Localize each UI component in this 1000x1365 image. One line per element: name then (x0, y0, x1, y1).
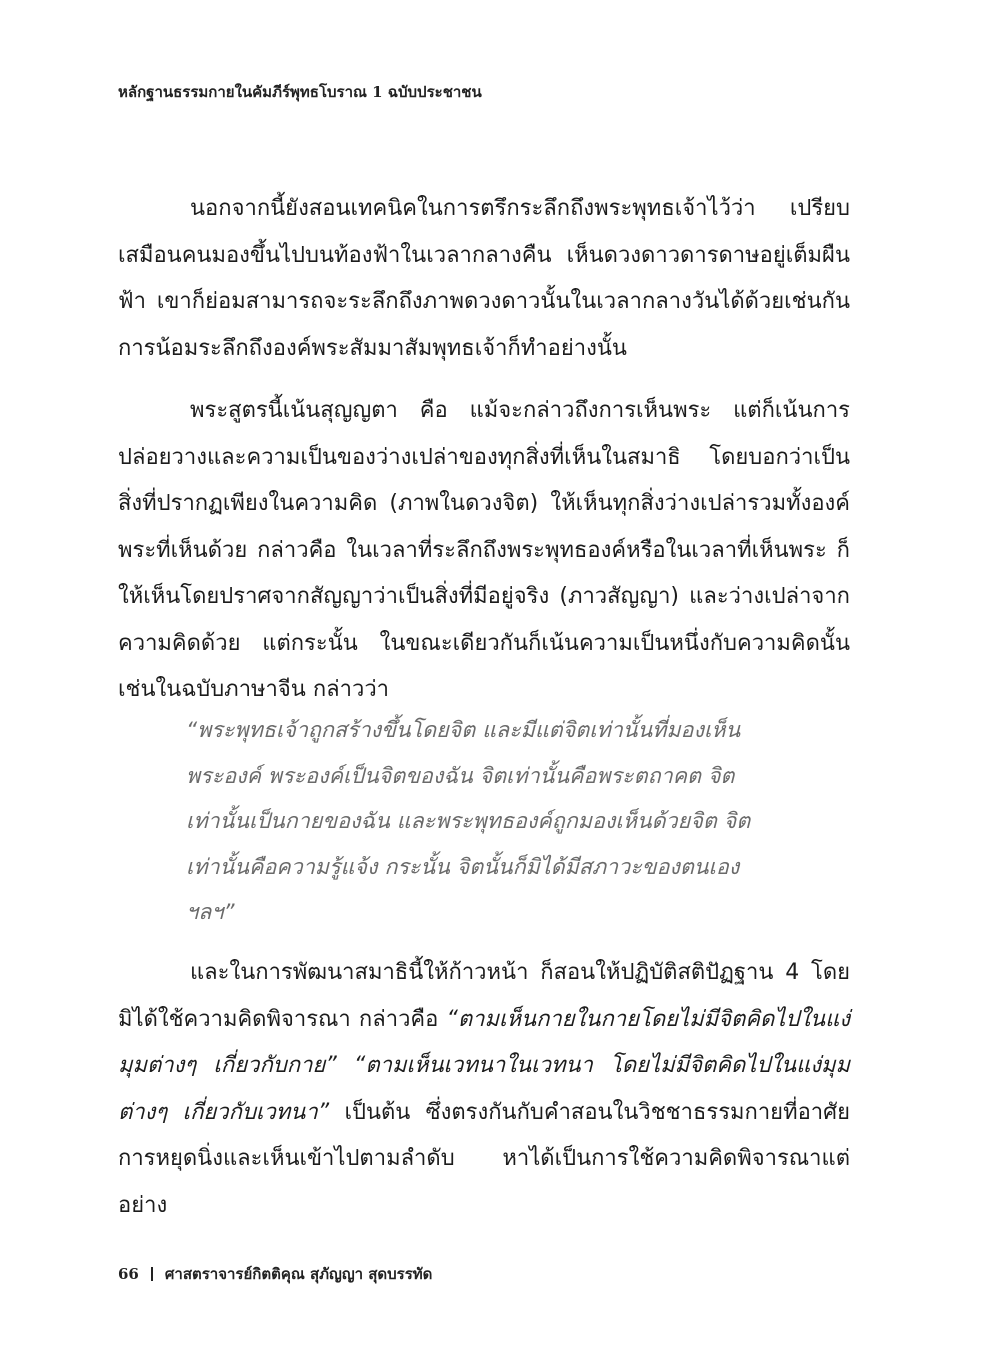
page-number: 66 (118, 1265, 139, 1283)
block-quote: “พระพุทธเจ้าถูกสร้างขึ้นโดยจิต และมีแต่จิตเท่านั้นที่มองเห็นพระองค์ พระองค์เป็นจิตของฉัน จิตเท่านั้นคือพระตถาคต จิตเท่านั้นเป็นกายของฉัน และพระพุทธองค์ถูกมองเห็นด้วยจิต จิตเท่านั้นคือความรู้แจ้ง กระนั้น จิตนั้นก็มิได้มีสภาวะของตนเอง ฯลฯ” (186, 718, 751, 925)
inline-quote-vedana: “ตามเห็นเวทนาในเวทนา โดยไม่มีจิตคิดไปในแง่มุมต่างๆ เกี่ยวกับเวทนา” (118, 1053, 851, 1125)
paragraph-1-block (118, 186, 850, 372)
paragraph-1: นอกจากนี้ยังสอนเทคนิคในการตรึกระลึกถึงพระพุทธเจ้าไว้ว่า เปรียบเสมือนคนมองขึ้นไปบนท้องฟ้าในเวลากลางคืน เห็นดวงดาวดารดาษอยู่เต็มผืนฟ้า เขาก็ย่อมสามารถจะระลึกถึงภาพดวงดาวนั้นในเวลากลางวันได้ด้วยเช่นกัน การน้อมระลึกถึงองค์พระสัมมาสัมพุทธเจ้าก็ทำอย่างนั้น (118, 196, 850, 361)
paragraph-2-block (118, 388, 850, 714)
paragraph-3-end: เป็นต้น ซึ่งตรงกันกับคำสอนในวิชชาธรรมกายที่อาศัยการหยุดนิ่งและเห็นเข้าไปตามลำดับ หาได้เป็นการใช้ความคิดพิจารณาแต่อย่าง (118, 1099, 851, 1218)
inline-quote-kaya: “ตามเห็นกายในกายโดยไม่มีจิตคิดไปในแง่มุมต่างๆ เกี่ยวกับกาย” (118, 1006, 850, 1078)
running-header: หลักฐานธรรมกายในคัมภีร์พุทธโบราณ 1 ฉบับประชาชน (118, 83, 482, 101)
footer-separator (151, 1267, 153, 1281)
footer-author: ศาสตราจารย์กิตติคุณ สุภัญญา สุดบรรทัด (164, 1265, 433, 1283)
paragraph-3 (118, 950, 850, 1229)
page-footer (118, 1262, 432, 1286)
paragraph-3-start: และในการพัฒนาสมาธินี้ให้ก้าวหน้า ก็สอนให้ปฏิบัติสติปัฏฐาน 4 โดยมิได้ใช้ความคิดพิจารณา กล่าวคือ (118, 960, 850, 1032)
paragraph-3-block (118, 950, 850, 1229)
paragraph-2: พระสูตรนี้เน้นสุญญตา คือ แม้จะกล่าวถึงการเห็นพระ แต่ก็เน้นการปล่อยวางและความเป็นของว่างเปล่าของทุกสิ่งที่เห็นในสมาธิ โดยบอกว่าเป็นสิ่งที่ปรากฏเพียงในความคิด (ภาพในดวงจิต) ให้เห็นทุกสิ่งว่างเปล่ารวมทั้งองค์พระที่เห็นด้วย กล่าวคือ ในเวลาที่ระลึกถึงพระพุทธองค์หรือในเวลาที่เห็นพระ ก็ให้เห็นโดยปราศจากสัญญาว่าเป็นสิ่งที่มีอยู่จริง (ภาวสัญญา) และว่างเปล่าจากความคิดด้วย แต่กระนั้น ในขณะเดียวกันก็เน้นความเป็นหนึ่งกับความคิดนั้นเช่นในฉบับภาษาจีน กล่าวว่า (118, 398, 850, 702)
